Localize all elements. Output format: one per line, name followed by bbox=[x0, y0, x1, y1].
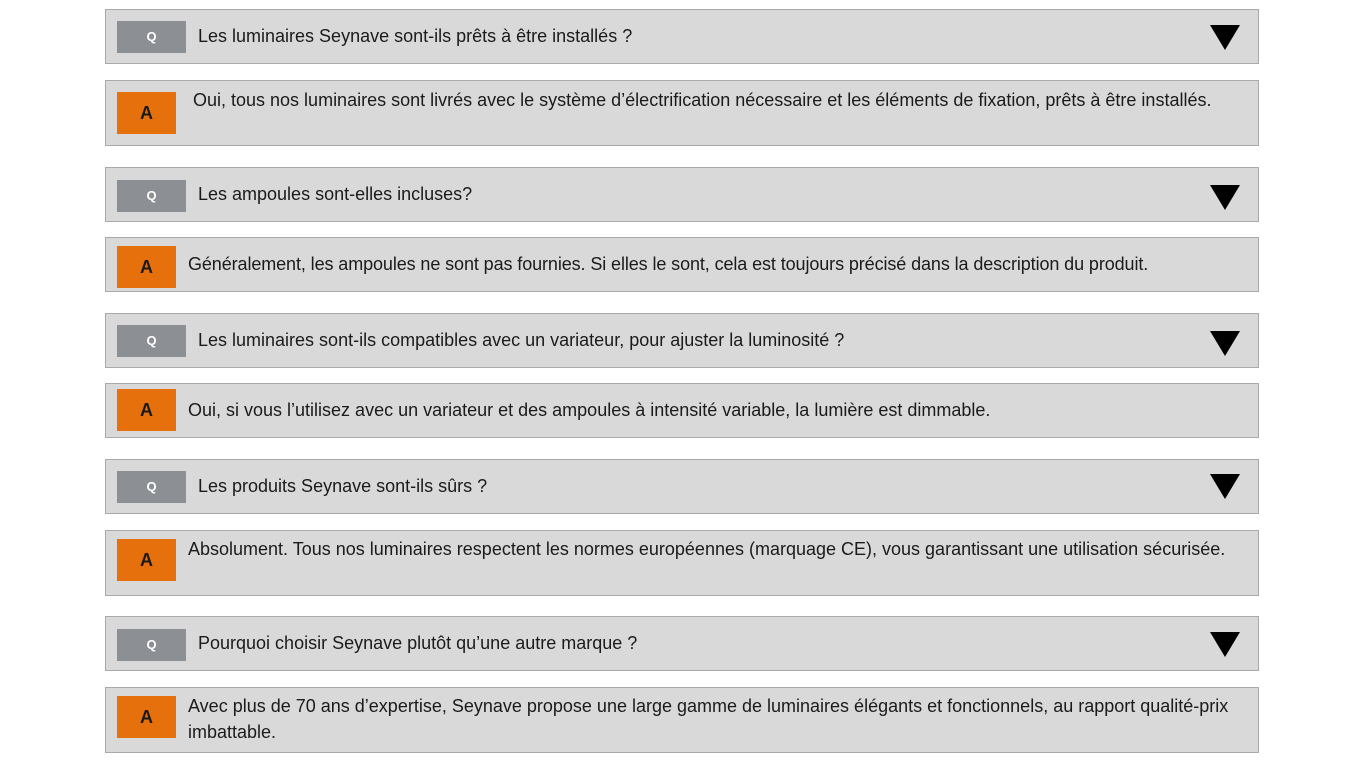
answer-badge: A bbox=[117, 696, 176, 738]
chevron-down-icon[interactable] bbox=[1210, 331, 1240, 356]
faq-answer-row bbox=[105, 237, 1259, 292]
question-badge: Q bbox=[117, 325, 186, 357]
faq-question-row[interactable] bbox=[105, 459, 1259, 514]
question-text: Les produits Seynave sont-ils sûrs ? bbox=[198, 476, 488, 496]
answer-text: Généralement, les ampoules ne sont pas fournies. Si elles le sont, cela est toujours précisé dans la description du produit. bbox=[188, 254, 1149, 274]
chevron-down-icon[interactable] bbox=[1210, 474, 1240, 499]
answer-text: Absolument. Tous nos luminaires respectent les normes européennes (marquage CE), vous garantissant une utilisation sécurisée. bbox=[188, 539, 1226, 559]
faq-question-row[interactable] bbox=[105, 313, 1259, 368]
question-text: Pourquoi choisir Seynave plutôt qu’une autre marque ? bbox=[198, 633, 638, 653]
question-text: Les ampoules sont-elles incluses? bbox=[198, 184, 473, 204]
chevron-down-icon[interactable] bbox=[1210, 185, 1240, 210]
question-badge: Q bbox=[117, 21, 186, 53]
answer-text: Avec plus de 70 ans d’expertise, Seynave propose une large gamme de luminaires élégants et fonctionnels, au rapport qualité-prix imbattable. bbox=[188, 696, 1229, 742]
faq-answer-row bbox=[105, 530, 1259, 596]
question-badge: Q bbox=[117, 629, 186, 661]
answer-badge: A bbox=[117, 92, 176, 134]
answer-badge: A bbox=[117, 389, 176, 431]
faq-answer-row bbox=[105, 687, 1259, 753]
question-text: Les luminaires sont-ils compatibles avec un variateur, pour ajuster la luminosité ? bbox=[198, 330, 845, 350]
question-badge: Q bbox=[117, 180, 186, 212]
chevron-down-icon[interactable] bbox=[1210, 632, 1240, 657]
answer-text: Oui, si vous l’utilisez avec un variateur et des ampoules à intensité variable, la lumière est dimmable. bbox=[188, 400, 991, 420]
faq-question-row[interactable] bbox=[105, 9, 1259, 64]
answer-text: Oui, tous nos luminaires sont livrés avec le système d’électrification nécessaire et les éléments de fixation, prêts à être installés. bbox=[193, 90, 1212, 110]
faq-question-row[interactable] bbox=[105, 616, 1259, 671]
question-badge: Q bbox=[117, 471, 186, 503]
faq-answer-row bbox=[105, 80, 1259, 146]
answer-badge: A bbox=[117, 539, 176, 581]
faq-question-row[interactable] bbox=[105, 167, 1259, 222]
chevron-down-icon[interactable] bbox=[1210, 25, 1240, 50]
question-text: Les luminaires Seynave sont-ils prêts à être installés ? bbox=[198, 26, 633, 46]
faq-answer-row bbox=[105, 383, 1259, 438]
answer-badge: A bbox=[117, 246, 176, 288]
